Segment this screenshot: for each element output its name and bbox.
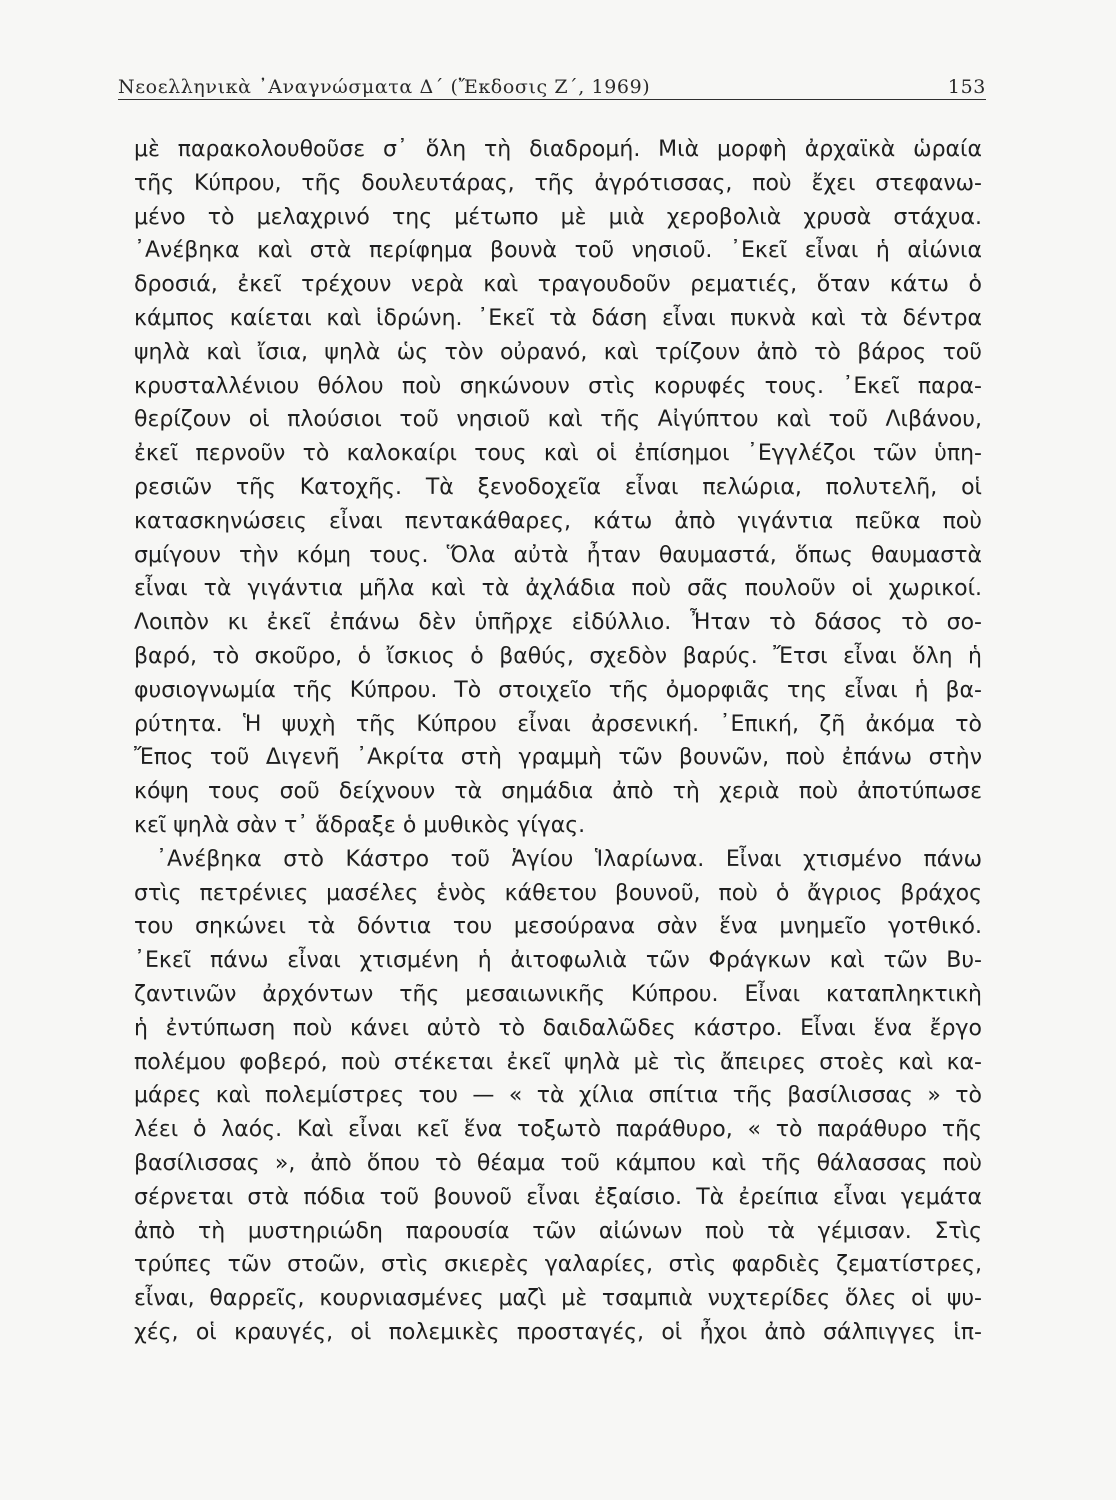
text-line: σέρνεται στὰ πόδια τοῦ βουνοῦ εἶναι ἐξαίσιο. Τὰ ἐρείπια εἶναι γεμάτα (134, 1184, 982, 1210)
text-line: τρύπες τῶν στοῶν, στὶς σκιερὲς γαλαρίες, στὶς φαρδιὲς ζεματίστρες, (134, 1252, 982, 1278)
text-line: μάρες καὶ πολεμίστρες του — « τὰ χίλια σπίτια τῆς βασίλισσας » τὸ (134, 1083, 982, 1109)
text-line: φυσιογνωμία τῆς Κύπρου. Τὸ στοιχεῖο τῆς ὀμορφιᾶς της εἶναι ἡ βα- (134, 677, 982, 703)
text-line: χές, οἱ κραυγές, οἱ πολεμικὲς προσταγές, οἱ ἦχοι ἀπὸ σάλπιγγες ἱπ- (134, 1319, 982, 1345)
body-text (134, 133, 982, 1350)
paragraph-end-line: κεῖ ψηλὰ σὰν τ᾿ ἅδραξε ὁ μυθικὸς γίγας. (134, 812, 586, 838)
text-line: ἐκεῖ περνοῦν τὸ καλοκαίρι τους καὶ οἱ ἐπίσημοι ᾿Εγγλέζοι τῶν ὑπη- (134, 441, 982, 467)
text-line: βαρό, τὸ σκοῦρο, ὁ ἴσκιος ὁ βαθύς, σχεδὸν βαρύς. Ἔτσι εἶναι ὅλη ἡ (134, 643, 982, 669)
text-line: ρεσιῶν τῆς Κατοχῆς. Τὰ ξενοδοχεῖα εἶναι πελώρια, πολυτελῆ, οἱ (134, 474, 982, 500)
running-header (118, 72, 986, 102)
text-line: σμίγουν τὴν κόμη τους. Ὅλα αὐτὰ ἦταν θαυμαστά, ὅπως θαυμαστὰ (134, 542, 982, 568)
text-line: ρύτητα. Ἡ ψυχὴ τῆς Κύπρου εἶναι ἀρσενική. ᾿Επική, ζῆ ἀκόμα τὸ (134, 711, 982, 737)
text-line: κρυσταλλένιου θόλου ποὺ σηκώνουν στὶς κορυφές τους. ᾿Εκεῖ παρα- (134, 373, 982, 399)
text-line: Λοιπὸν κι ἐκεῖ ἐπάνω δὲν ὑπῆρχε εἰδύλλιο. Ἦταν τὸ δάσος τὸ σο- (134, 610, 982, 636)
text-line: βασίλισσας », ἀπὸ ὅπου τὸ θέαμα τοῦ κάμπου καὶ τῆς θάλασσας ποὺ (134, 1150, 982, 1176)
text-line: στὶς πετρένιες μασέλες ἑνὸς κάθετου βουνοῦ, ποὺ ὁ ἄγριος βράχος (134, 880, 982, 906)
text-line: ᾿Ανέβηκα καὶ στὰ περίφημα βουνὰ τοῦ νησιοῦ. ᾿Εκεῖ εἶναι ἡ αἰώνια (134, 238, 982, 264)
text-line: μένο τὸ μελαχρινό της μέτωπο μὲ μιὰ χεροβολιὰ χρυσὰ στάχυα. (134, 204, 982, 230)
text-line: ζαντινῶν ἀρχόντων τῆς μεσαιωνικῆς Κύπρου. Εἶναι καταπληκτικὴ (134, 981, 982, 1007)
text-line: ἡ ἐντύπωση ποὺ κάνει αὐτὸ τὸ δαιδαλῶδες κάστρο. Εἶναι ἕνα ἔργο (134, 1015, 982, 1041)
text-line: θερίζουν οἱ πλούσιοι τοῦ νησιοῦ καὶ τῆς Αἰγύπτου καὶ τοῦ Λιβάνου, (134, 407, 982, 433)
text-line: ψηλὰ καὶ ἴσια, ψηλὰ ὡς τὸν οὐρανό, καὶ τρίζουν ἀπὸ τὸ βάρος τοῦ (134, 339, 982, 365)
header-rule (118, 99, 986, 100)
text-line: μὲ παρακολουθοῦσε σ᾿ ὅλη τὴ διαδρομή. Μιὰ μορφὴ ἀρχαϊκὰ ὡραία (134, 137, 982, 162)
text-line: εἶναι τὰ γιγάντια μῆλα καὶ τὰ ἀχλάδια ποὺ σᾶς πουλοῦν οἱ χωρικοί. (134, 576, 982, 602)
text-line: λέει ὁ λαός. Καὶ εἶναι κεῖ ἕνα τοξωτὸ παράθυρο, « τὸ παράθυρο τῆς (134, 1117, 982, 1143)
text-line: Ἔπος τοῦ Διγενῆ ᾿Ακρίτα στὴ γραμμὴ τῶν βουνῶν, ποὺ ἐπάνω στὴν (134, 745, 982, 771)
text-line: κόψη τους σοῦ δείχνουν τὰ σημάδια ἀπὸ τὴ χεριὰ ποὺ ἀποτύπωσε (134, 779, 982, 805)
paragraph-start-line: ᾿Ανέβηκα στὸ Κάστρο τοῦ Ἁγίου Ἱλαρίωνα. Εἶναι χτισμένο πάνω (156, 846, 982, 872)
page-number: 153 (947, 76, 986, 98)
text-line: τῆς Κύπρου, τῆς δουλευτάρας, τῆς ἀγρότισσας, ποὺ ἔχει στεφανω- (134, 170, 982, 196)
book-title: Νεοελληνικὰ ᾿Αναγνώσματα Δ΄ (Ἔκδοσις Ζ΄, 1969) (118, 76, 651, 98)
text-line: πολέμου φοβερό, ποὺ στέκεται ἐκεῖ ψηλὰ μὲ τὶς ἄπειρες στοὲς καὶ κα- (134, 1049, 982, 1075)
text-line: εἶναι, θαρρεῖς, κουρνιασμένες μαζὶ μὲ τσαμπιὰ νυχτερίδες ὅλες οἱ ψυ- (134, 1286, 982, 1312)
text-line: δροσιά, ἐκεῖ τρέχουν νερὰ καὶ τραγουδοῦν ρεματιές, ὅταν κάτω ὁ (134, 272, 982, 298)
text-line: κάμπος καίεται καὶ ἱδρώνη. ᾿Εκεῖ τὰ δάση εἶναι πυκνὰ καὶ τὰ δέντρα (134, 305, 982, 331)
text-line: ᾿Εκεῖ πάνω εἶναι χτισμένη ἡ ἀιτοφωλιὰ τῶν Φράγκων καὶ τῶν Βυ- (134, 948, 982, 974)
text-line: κατασκηνώσεις εἶναι πεντακάθαρες, κάτω ἀπὸ γιγάντια πεῦκα ποὺ (134, 508, 982, 534)
text-line: του σηκώνει τὰ δόντια του μεσούρανα σὰν ἕνα μνημεῖο γοτθικό. (134, 914, 982, 940)
text-line: ἀπὸ τὴ μυστηριώδη παρουσία τῶν αἰώνων ποὺ τὰ γέμισαν. Στὶς (134, 1218, 982, 1244)
